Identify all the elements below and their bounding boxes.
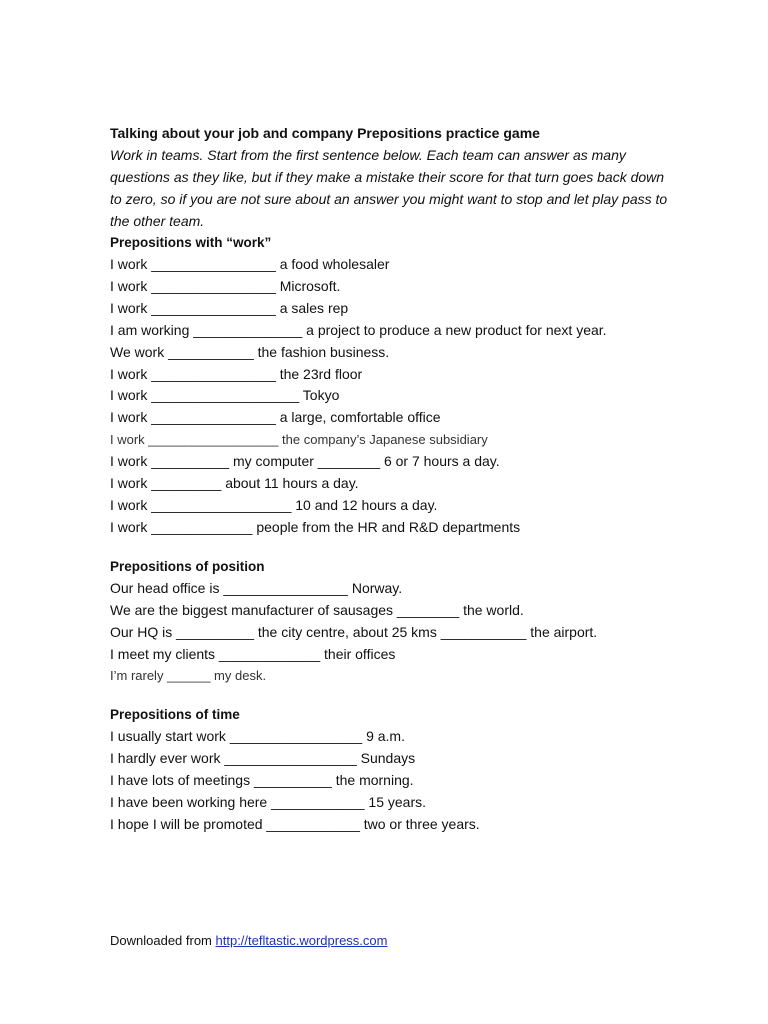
worksheet-title: Talking about your job and company Prepositions practice game (110, 125, 540, 141)
exercise-line: We are the biggest manufacturer of sausages ________ the world. (110, 601, 524, 618)
section-heading-position: Prepositions of position (110, 558, 265, 574)
exercise-line: I work __________________ the company’s Japanese subsidiary (110, 432, 488, 448)
exercise-line: I work __________ my computer ________ 6 or 7 hours a day. (110, 453, 500, 470)
source-link[interactable]: http://tefltastic.wordpress.com (215, 933, 388, 948)
exercise-line: I work ________________ Microsoft. (110, 277, 341, 294)
section-time (110, 704, 670, 836)
worksheet (110, 122, 670, 836)
footer (110, 932, 387, 950)
section-position (110, 556, 670, 688)
footer-prefix: Downloaded from (110, 933, 212, 948)
exercise-line: We work ___________ the fashion business. (110, 343, 390, 360)
exercise-line: I work ________________ a large, comfortable office (110, 409, 441, 426)
exercise-line: Our HQ is __________ the city centre, about 25 kms ___________ the airport. (110, 623, 598, 640)
exercise-line: I hardly ever work _________________ Sundays (110, 750, 416, 767)
section-work (110, 232, 670, 539)
exercise-line: I work _____________ people from the HR and R&D departments (110, 518, 521, 535)
exercise-line: I am working ______________ a project to produce a new product for next year. (110, 321, 607, 338)
exercise-line: I have lots of meetings __________ the morning. (110, 772, 414, 789)
exercise-line: I work ___________________ Tokyo (110, 387, 340, 404)
exercise-line: I work ________________ a sales rep (110, 299, 349, 316)
section-heading-time: Prepositions of time (110, 707, 240, 723)
exercise-line: Our head office is ________________ Norway. (110, 579, 403, 596)
exercise-line: I’m rarely ______ my desk. (110, 668, 267, 684)
section-spacer (110, 687, 670, 704)
exercise-line: I have been working here ____________ 15 years. (110, 794, 427, 811)
instructions-paragraph: Work in teams. Start from the first sentence below. Each team can answer as many questions as they like, but if they make a mistake their score for that turn goes back down to zero, so if you are not sure about an answer you might want to stop and let play pass to the other team. (110, 147, 668, 229)
section-heading-work: Prepositions with “work” (110, 235, 272, 250)
exercise-line: I usually start work _________________ 9 a.m. (110, 728, 405, 745)
exercise-line: I work _________ about 11 hours a day. (110, 475, 359, 492)
exercise-line: I work ________________ a food wholesaler (110, 256, 390, 272)
exercise-line: I work __________________ 10 and 12 hours a day. (110, 496, 438, 513)
exercise-line: I work ________________ the 23rd floor (110, 365, 363, 382)
section-spacer (110, 539, 670, 556)
exercise-line: I meet my clients _____________ their offices (110, 645, 396, 662)
exercise-line: I hope I will be promoted ____________ two or three years. (110, 815, 480, 832)
